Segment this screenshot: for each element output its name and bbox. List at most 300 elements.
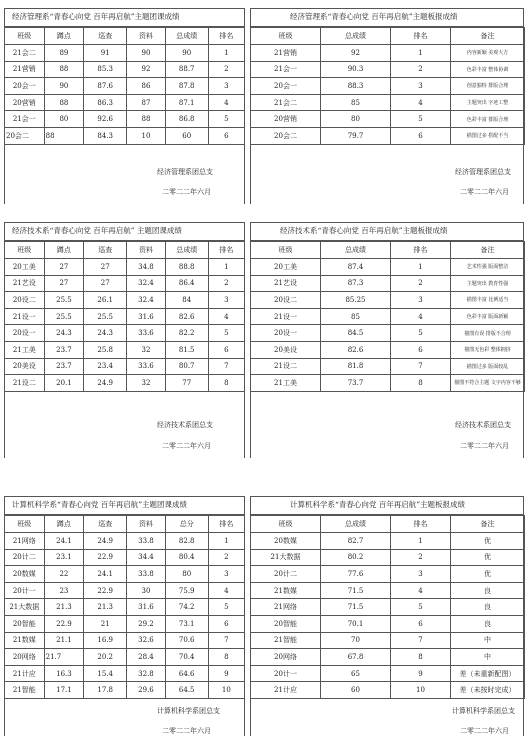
cell: 良 xyxy=(451,582,525,599)
cell: 88 xyxy=(44,61,84,78)
cell: 优 xyxy=(451,549,525,566)
econ-mgmt-class-panel xyxy=(4,8,245,145)
cell: 20会二 xyxy=(251,127,321,144)
cell: 86 xyxy=(127,78,165,95)
table-row xyxy=(251,127,525,144)
header-cell: 备注 xyxy=(451,28,525,45)
cell: 9 xyxy=(391,665,451,682)
cell: 90.3 xyxy=(321,61,391,78)
table-row xyxy=(5,308,245,325)
table-row xyxy=(5,127,245,144)
cell: 84.5 xyxy=(321,325,391,342)
cell: 1 xyxy=(208,259,244,276)
cell: 87.4 xyxy=(321,259,391,276)
table-row xyxy=(5,375,245,392)
cell: 5 xyxy=(208,599,244,616)
cell: 21营销 xyxy=(251,45,321,62)
cell: 创意独特 排版合理 xyxy=(451,78,525,95)
cell: 88 xyxy=(44,94,84,111)
cell: 中 xyxy=(451,649,525,666)
cell: 21.1 xyxy=(44,632,84,649)
cell: 87.8 xyxy=(165,78,208,95)
table-row xyxy=(5,341,245,358)
cell: 24.1 xyxy=(84,566,127,583)
cell: 22.9 xyxy=(84,582,127,599)
header-cell: 排名 xyxy=(391,28,451,45)
header-cell: 班级 xyxy=(5,242,45,259)
table-row xyxy=(5,632,245,649)
cell: 15.4 xyxy=(84,665,127,682)
table-row xyxy=(251,375,525,392)
cell: 21网络 xyxy=(251,599,321,616)
cell: 7 xyxy=(208,358,244,375)
signature-org: 经济管理系团总支 xyxy=(455,168,511,176)
score-table xyxy=(4,515,245,699)
table-row xyxy=(251,682,525,699)
econ-tech-class-panel xyxy=(4,222,245,392)
panel-title: 经济管理系“青春心向党 百年再启航”主题板报成绩 xyxy=(250,8,524,27)
header-cell: 班级 xyxy=(251,242,321,259)
cell: 艺术性强 版面整洁 xyxy=(451,259,525,276)
cell: 21会一 xyxy=(251,61,321,78)
cell: 27 xyxy=(84,275,127,292)
cell: 84.3 xyxy=(84,127,127,144)
cell: 6 xyxy=(391,341,451,358)
cell: 1 xyxy=(391,259,451,276)
cell: 89 xyxy=(44,45,84,62)
cell: 3 xyxy=(208,78,244,95)
cell: 20数媒 xyxy=(5,566,45,583)
cell: 描图过多 版面较乱 xyxy=(451,358,525,375)
divider xyxy=(250,496,251,736)
cell: 20工美 xyxy=(251,259,321,276)
cell: 23 xyxy=(44,582,84,599)
score-table xyxy=(4,241,245,392)
cell: 25.8 xyxy=(84,341,127,358)
cell: 87.1 xyxy=(165,94,208,111)
divider xyxy=(244,496,245,736)
table-row xyxy=(251,533,525,550)
cell: 21智能 xyxy=(5,682,45,699)
cell: 70.1 xyxy=(321,615,391,632)
table-row xyxy=(251,358,525,375)
header-cell: 排名 xyxy=(208,28,244,45)
cell: 67.8 xyxy=(321,649,391,666)
table-row xyxy=(251,292,525,309)
cell: 差（未按时完成） xyxy=(451,682,525,699)
panel-title: 计算机科学系“青春心向党 百年再启航”主题板报成绩 xyxy=(250,496,524,515)
table-row xyxy=(5,61,245,78)
cell: 21 xyxy=(84,615,127,632)
cell: 22.9 xyxy=(44,615,84,632)
cell: 70.6 xyxy=(165,632,208,649)
table-row xyxy=(251,111,525,128)
cell: 4 xyxy=(391,582,451,599)
cell: 1 xyxy=(391,533,451,550)
cell: 90 xyxy=(127,45,165,62)
divider xyxy=(4,222,245,223)
table-row xyxy=(251,275,525,292)
panel-title: 经济技术系“青春心向党 百年再启航” 主题团课成绩 xyxy=(4,222,245,241)
cell: 20会一 xyxy=(251,78,321,95)
cell: 60 xyxy=(321,682,391,699)
signature-org: 经济管理系团总支 xyxy=(157,168,213,176)
cell: 20会二 xyxy=(5,127,45,144)
cell: 21会二 xyxy=(5,45,45,62)
cell: 32.6 xyxy=(127,632,165,649)
cell: 80 xyxy=(165,566,208,583)
cell: 23.1 xyxy=(44,549,84,566)
panel-title: 经济技术系“青春心向党 百年再启航”主题板报成绩 xyxy=(250,222,524,241)
cell: 88 xyxy=(44,127,84,144)
cell: 81.5 xyxy=(165,341,208,358)
cell: 20设二 xyxy=(251,292,321,309)
cell: 73.1 xyxy=(165,615,208,632)
cell: 80.4 xyxy=(165,549,208,566)
cell: 27 xyxy=(84,259,127,276)
header-cell: 备注 xyxy=(451,242,525,259)
cell: 5 xyxy=(391,599,451,616)
cell: 80 xyxy=(321,111,391,128)
table-row xyxy=(251,566,525,583)
table-row xyxy=(251,78,525,95)
panel-title: 经济管理系“青春心向党 百年再启航”主题团课成绩 xyxy=(4,8,245,27)
cell: 82.6 xyxy=(165,308,208,325)
divider xyxy=(250,222,251,458)
cell: 2 xyxy=(391,61,451,78)
header-cell: 班级 xyxy=(251,516,321,533)
cell: 色彩丰富 排版合理 xyxy=(451,111,525,128)
cell: 21营销 xyxy=(5,61,45,78)
cell: 32 xyxy=(127,375,165,392)
cell: 中 xyxy=(451,632,525,649)
cell: 6 xyxy=(391,615,451,632)
cell: 32.4 xyxy=(127,292,165,309)
cell: 32.4 xyxy=(127,275,165,292)
cell: 7 xyxy=(208,632,244,649)
cell: 21.7 xyxy=(44,649,84,666)
cell: 21智能 xyxy=(251,632,321,649)
table-row xyxy=(5,325,245,342)
cell: 64.6 xyxy=(165,665,208,682)
cell: 8 xyxy=(208,649,244,666)
header-cell: 资料 xyxy=(127,242,165,259)
cell: 81.8 xyxy=(321,358,391,375)
table-row xyxy=(251,341,525,358)
divider xyxy=(4,496,245,497)
cell: 20网络 xyxy=(5,649,45,666)
cell: 31.6 xyxy=(127,599,165,616)
cell: 20智能 xyxy=(5,615,45,632)
cell: 88 xyxy=(127,111,165,128)
score-table xyxy=(4,27,245,145)
cell: 75.9 xyxy=(165,582,208,599)
cell: 4 xyxy=(391,94,451,111)
cell: 33.8 xyxy=(127,533,165,550)
header-cell: 班级 xyxy=(5,28,45,45)
cell: 79.7 xyxy=(321,127,391,144)
cell: 23.7 xyxy=(44,358,84,375)
table-row xyxy=(5,259,245,276)
cs-class-panel xyxy=(4,496,245,699)
header-cell: 蹲点 xyxy=(44,28,84,45)
cell: 32.8 xyxy=(127,665,165,682)
cell: 85 xyxy=(321,94,391,111)
cell: 86.3 xyxy=(84,94,127,111)
divider xyxy=(244,222,245,458)
header-cell: 排名 xyxy=(208,516,244,533)
cell: 34.8 xyxy=(127,259,165,276)
table-row xyxy=(251,615,525,632)
header-cell: 总成绩 xyxy=(321,28,391,45)
cell: 21数媒 xyxy=(5,632,45,649)
cell: 优 xyxy=(451,533,525,550)
cell: 20会一 xyxy=(5,78,45,95)
signature-org: 经济技术系团总支 xyxy=(157,421,213,429)
cell: 2 xyxy=(391,275,451,292)
cell: 24.9 xyxy=(84,533,127,550)
cell: 21工美 xyxy=(5,341,45,358)
cell: 25.5 xyxy=(44,292,84,309)
cell: 86.8 xyxy=(165,111,208,128)
econ-tech-board-panel xyxy=(250,222,524,392)
cell: 20美设 xyxy=(251,341,321,358)
cell: 28.4 xyxy=(127,649,165,666)
table-row xyxy=(251,308,525,325)
divider xyxy=(4,8,245,9)
cell: 2 xyxy=(208,61,244,78)
table-row xyxy=(5,582,245,599)
cell: 主题突出 字迹工整 xyxy=(451,94,525,111)
cell: 20工美 xyxy=(5,259,45,276)
cell: 30 xyxy=(127,582,165,599)
cell: 85 xyxy=(321,308,391,325)
cell: 80.2 xyxy=(321,549,391,566)
cell: 3 xyxy=(208,566,244,583)
cell: 24.9 xyxy=(84,375,127,392)
cell: 10 xyxy=(391,682,451,699)
cell: 6 xyxy=(391,127,451,144)
cell: 5 xyxy=(208,325,244,342)
signature-org: 计算机科学系团总支 xyxy=(452,707,515,715)
cell: 87.6 xyxy=(84,78,127,95)
table-row xyxy=(251,94,525,111)
cell: 71.5 xyxy=(321,582,391,599)
table-row xyxy=(5,566,245,583)
table-row xyxy=(5,533,245,550)
cell: 7 xyxy=(391,358,451,375)
cell: 24.1 xyxy=(44,533,84,550)
cell: 20智能 xyxy=(251,615,321,632)
cell: 20数媒 xyxy=(251,533,321,550)
divider xyxy=(523,222,524,458)
table-row xyxy=(5,275,245,292)
divider xyxy=(523,8,524,204)
table-row xyxy=(251,632,525,649)
cell: 10 xyxy=(127,127,165,144)
cell: 色彩丰富 版面新颖 xyxy=(451,308,525,325)
table-row xyxy=(5,292,245,309)
table-row xyxy=(5,358,245,375)
cell: 90 xyxy=(165,45,208,62)
cell: 26.1 xyxy=(84,292,127,309)
header-cell: 巡查 xyxy=(84,242,127,259)
header-cell: 排名 xyxy=(391,516,451,533)
signature-date: 二零二二年六月 xyxy=(162,188,211,196)
score-table xyxy=(250,27,525,145)
table-row xyxy=(5,649,245,666)
cell: 16.3 xyxy=(44,665,84,682)
cell: 6 xyxy=(208,615,244,632)
cell: 21大数据 xyxy=(251,549,321,566)
table-header-row xyxy=(5,28,245,45)
cell: 21计应 xyxy=(5,665,45,682)
cell: 21艺设 xyxy=(251,275,321,292)
table-row xyxy=(5,665,245,682)
cell: 7 xyxy=(391,632,451,649)
header-cell: 巡查 xyxy=(84,28,127,45)
cell: 29.2 xyxy=(127,615,165,632)
cell: 31.6 xyxy=(127,308,165,325)
cell: 24.3 xyxy=(84,325,127,342)
cell: 21大数据 xyxy=(5,599,45,616)
cell: 色彩丰富 整体协调 xyxy=(451,61,525,78)
cell: 29.6 xyxy=(127,682,165,699)
cell: 主题突出 教育性强 xyxy=(451,275,525,292)
signature-org: 计算机科学系团总支 xyxy=(157,707,220,715)
cell: 84 xyxy=(165,292,208,309)
signature-date: 二零二二年六月 xyxy=(460,188,509,196)
header-cell: 资料 xyxy=(127,28,165,45)
cell: 4 xyxy=(208,94,244,111)
cell: 17.1 xyxy=(44,682,84,699)
cell: 21设二 xyxy=(5,375,45,392)
cell: 70 xyxy=(321,632,391,649)
table-row xyxy=(5,78,245,95)
divider xyxy=(250,8,251,204)
divider xyxy=(523,496,524,736)
cell: 86.4 xyxy=(165,275,208,292)
cell: 3 xyxy=(391,292,451,309)
cell: 20.1 xyxy=(44,375,84,392)
cell: 20设一 xyxy=(251,325,321,342)
cell: 2 xyxy=(208,549,244,566)
cell: 20.2 xyxy=(84,649,127,666)
cell: 82.6 xyxy=(321,341,391,358)
cell: 描图无色彩 整体拥挤 xyxy=(451,341,525,358)
table-row xyxy=(5,45,245,62)
cell: 85.3 xyxy=(84,61,127,78)
cell: 5 xyxy=(208,111,244,128)
cell: 20计二 xyxy=(251,566,321,583)
cell: 88.3 xyxy=(321,78,391,95)
cell: 1 xyxy=(391,45,451,62)
cell: 33.6 xyxy=(127,358,165,375)
cell: 描图有误 排版不合理 xyxy=(451,325,525,342)
cell: 23.4 xyxy=(84,358,127,375)
cell: 差（未重新配图） xyxy=(451,665,525,682)
header-cell: 备注 xyxy=(451,516,525,533)
cell: 74.2 xyxy=(165,599,208,616)
table-row xyxy=(251,325,525,342)
cell: 描图过多 搭配不当 xyxy=(451,127,525,144)
cell: 33.8 xyxy=(127,566,165,583)
cell: 20营销 xyxy=(251,111,321,128)
table-row xyxy=(251,45,525,62)
cell: 5 xyxy=(391,325,451,342)
cell: 82.8 xyxy=(165,533,208,550)
cell: 描图不符合主题 文字内容不够 xyxy=(451,375,525,392)
header-cell: 总成绩 xyxy=(165,28,208,45)
cell: 良 xyxy=(451,599,525,616)
cell: 21会二 xyxy=(251,94,321,111)
cell: 8 xyxy=(391,649,451,666)
divider xyxy=(250,8,524,9)
divider xyxy=(4,8,5,204)
header-cell: 排名 xyxy=(208,242,244,259)
cell: 9 xyxy=(208,665,244,682)
cell: 65 xyxy=(321,665,391,682)
cell: 6 xyxy=(208,127,244,144)
cell: 80.7 xyxy=(165,358,208,375)
cell: 20计一 xyxy=(5,582,45,599)
cell: 24.3 xyxy=(44,325,84,342)
cell: 21.3 xyxy=(44,599,84,616)
cell: 34.4 xyxy=(127,549,165,566)
cell: 4 xyxy=(208,582,244,599)
cell: 20营销 xyxy=(5,94,45,111)
table-row xyxy=(251,549,525,566)
cell: 21计应 xyxy=(251,682,321,699)
cell: 80 xyxy=(44,111,84,128)
cell: 21数媒 xyxy=(251,582,321,599)
cell: 17.8 xyxy=(84,682,127,699)
cell: 87 xyxy=(127,94,165,111)
table-header-row xyxy=(251,28,525,45)
table-header-row xyxy=(5,242,245,259)
cell: 21设一 xyxy=(5,308,45,325)
divider xyxy=(244,8,245,204)
table-row xyxy=(251,259,525,276)
divider xyxy=(250,222,524,223)
cell: 73.7 xyxy=(321,375,391,392)
cell: 21工美 xyxy=(251,375,321,392)
cell: 4 xyxy=(208,308,244,325)
header-cell: 班级 xyxy=(251,28,321,45)
cell: 16.9 xyxy=(84,632,127,649)
cell: 21设二 xyxy=(251,358,321,375)
cell: 21网络 xyxy=(5,533,45,550)
cell: 82.7 xyxy=(321,533,391,550)
cell: 25.5 xyxy=(44,308,84,325)
cell: 良 xyxy=(451,615,525,632)
cell: 20网络 xyxy=(251,649,321,666)
cell: 88.8 xyxy=(165,259,208,276)
cell: 10 xyxy=(208,682,244,699)
header-cell: 巡查 xyxy=(84,516,127,533)
cell: 85.25 xyxy=(321,292,391,309)
cell: 20计二 xyxy=(5,549,45,566)
cell: 8 xyxy=(208,375,244,392)
header-cell: 班级 xyxy=(5,516,45,533)
cell: 22.9 xyxy=(84,549,127,566)
cell: 71.5 xyxy=(321,599,391,616)
cell: 3 xyxy=(208,292,244,309)
cell: 82.2 xyxy=(165,325,208,342)
econ-mgmt-board-panel xyxy=(250,8,524,145)
cell: 2 xyxy=(208,275,244,292)
cell: 8 xyxy=(391,375,451,392)
